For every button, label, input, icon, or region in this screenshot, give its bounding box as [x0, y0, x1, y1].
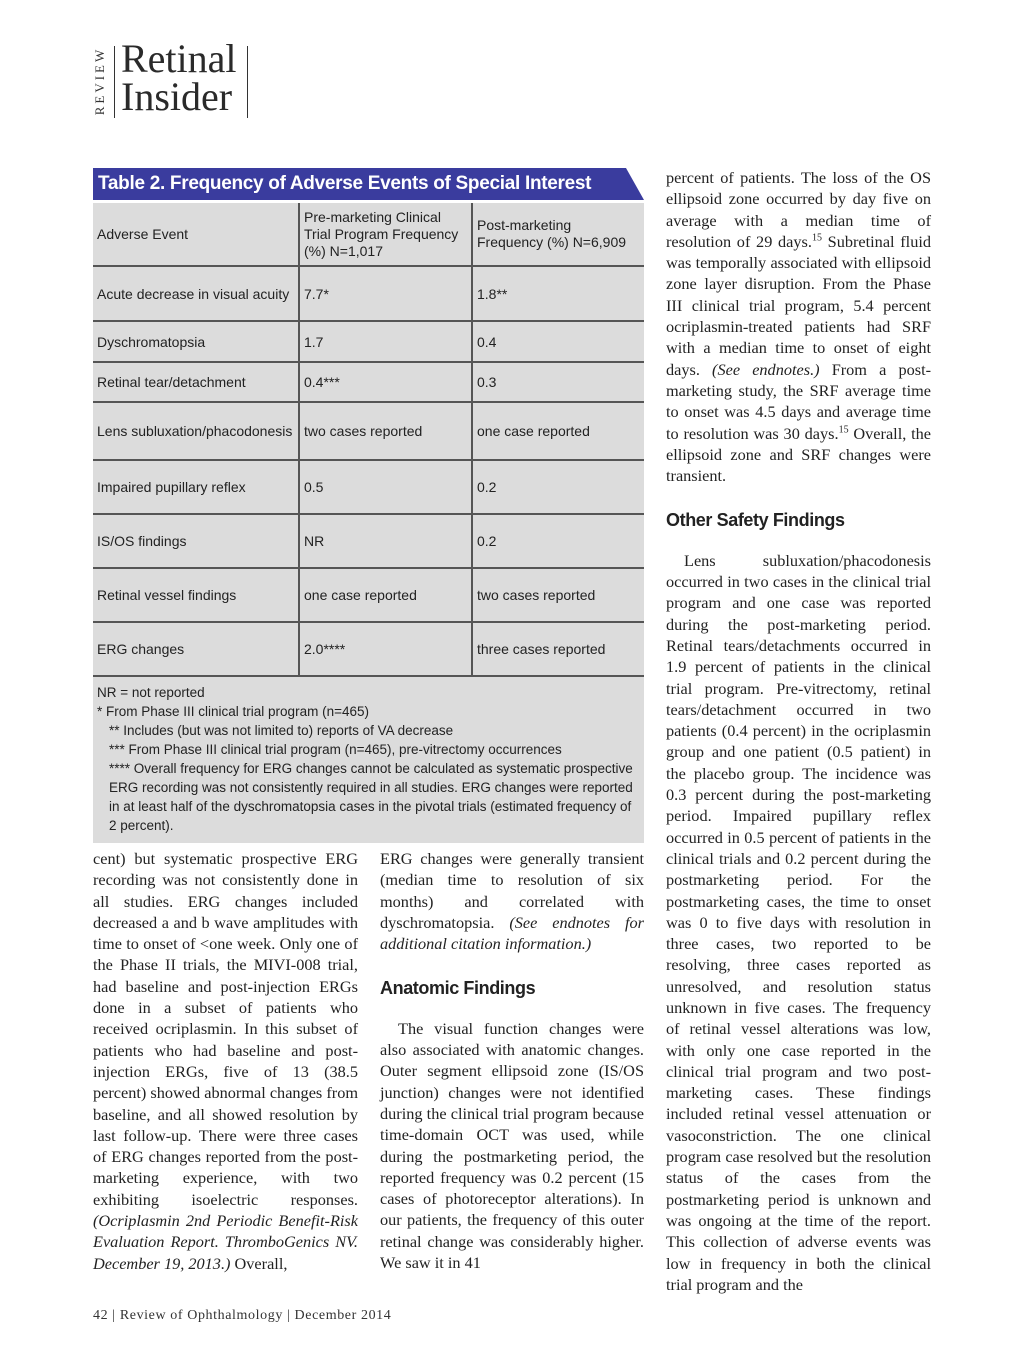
table-cell: two cases reported — [477, 587, 596, 603]
page-footer: 42 | Review of Ophthalmology | December 2014 — [93, 1308, 392, 1323]
table-header-cell: Post-marketing Frequency (%) N=6,909 — [477, 217, 627, 250]
adverse-events-table — [93, 168, 644, 843]
table-cell: 7.7* — [300, 267, 473, 320]
table-cell: one case reported — [300, 569, 473, 621]
table-cell: ERG changes — [93, 623, 300, 675]
table-cell: IS/OS findings — [93, 515, 300, 567]
journal-name: Review of Ophthalmology — [119, 1308, 283, 1323]
footnote: ** Includes (but was not limited to) reports of VA decrease — [109, 723, 454, 738]
body-column-3 — [666, 167, 931, 1295]
table-cell: one case reported — [477, 423, 590, 439]
citation: (See endnotes.) — [712, 359, 820, 379]
table-cell: Lens subluxation/phacodonesis — [93, 403, 300, 459]
masthead-divider — [247, 46, 248, 118]
table-footnotes — [93, 677, 644, 843]
table-row — [93, 267, 644, 322]
table-row — [93, 322, 644, 363]
table-cell: 0.4 — [477, 333, 497, 350]
table-header-cell: Pre-marketing Clinical Trial Program Frequency (%) N=1,017 — [300, 203, 473, 265]
section-heading: Other Safety Findings — [666, 510, 845, 531]
table-body — [93, 203, 644, 843]
paragraph: percent of patients. The loss of the OS ellipsoid zone occurred by day five on average with a median time of resolution of 29 days.$^{15}$ Subretinal fluid was temporally associated with ellipsoid zone layer disruption. From the Phase III clinical trial program, 5.4 percent ocriplasmin-treated patients had SRF with a median time to onset of eight days. (See endnotes.) From a post-marketing study, the SRF average time to onset was 4.5 days and average time to resolution was 30 days.$^{15}$ Overall, the ellipsoid zone and SRF changes were transient. — [666, 168, 932, 486]
page-number: 42 — [93, 1308, 109, 1323]
table-row — [93, 515, 644, 569]
table-cell: Impaired pupillary reflex — [93, 461, 300, 513]
footnote: **** Overall frequency for ERG changes cannot be calculated as systematic prospective ERG recording was not consistently required in all studies. ERG changes were reported in at least half of the dyschromatopsia cases in the pivotal trials (estimated frequency of 2 percent). — [109, 761, 633, 833]
table-cell: Dyschromatopsia — [93, 322, 300, 361]
paragraph: cent) but systematic prospective ERG recording was not consistently done in all studies. ERG changes included decreased a and b wave amplitudes with time to onset of <one week. Only one of the Phase II trials, the MIVI-008 trial, had baseline and post-injection ERGs done in a subset of patients who received ocriplasmin. In this subset of patients who had baseline and post-injection ERGs, five of 13 (38.5 percent) showed abnormal changes from baseline, and all showed resolution by last follow-up. There were three cases of ERG changes reported from the post-marketing experience, with two exhibiting isoelectric responses. (Ocriplasmin 2nd Periodic Benefit-Risk Evaluation Report. ThromboGenics NV. December 19, 2013.) Overall, — [93, 849, 358, 1273]
section-heading: Anatomic Findings — [380, 978, 536, 999]
table-cell: Retinal tear/detachment — [93, 363, 300, 401]
footnote: NR = not reported — [97, 685, 205, 700]
table-title: Table 2. Frequency of Adverse Events of Special Interest — [93, 168, 644, 200]
masthead-title: Retinal Insider — [121, 36, 237, 119]
table-cell: three cases reported — [477, 641, 606, 657]
table-row — [93, 363, 644, 403]
footnote: * From Phase III clinical trial program (n=465) — [97, 704, 369, 719]
citation: (Ocriplasmin 2nd Periodic Benefit-Risk Evaluation Report. ThromboGenics NV. December 19, 2013.) — [93, 1211, 358, 1273]
table-row — [93, 403, 644, 461]
table-header-cell: Adverse Event — [93, 203, 300, 265]
issue-date: December 2014 — [294, 1308, 392, 1323]
paragraph: Lens subluxation/phacodonesis occurred in two cases in the clinical trial program and one case was reported during the post-marketing period. Retinal tears/detachments occurred in 1.9 percent of patients in the clinical trial program. Pre-vitrectomy, retinal tears/detachment occurred in two patients (0.4 percent) in the ocriplasmin group and one patient (0.5 patient) in the placebo group. The incidence was 0.3 percent during the post-marketing period. Impaired pupillary reflex occurred in 0.5 percent of patients in the clinical trials and 0.2 percent during the postmarketing period. For the postmarketing cases, the time to onset was 0 to five days with resolution in three cases, two reported to be resolving, three cases reported as unresolved, and resolution status unknown in five cases. The frequency of retinal vessel alterations was low, with only one case reported in the clinical trial program and two post-marketing cases. These findings included retinal vessel attenuation or vasoconstriction. The one clinical program case resolved but the resolution status of the cases from the postmarketing period is unknown and was ongoing at the time of the report. This collection of adverse events was low in frequency in both the clinical trial program and the — [666, 550, 931, 1294]
table-cell: 1.8** — [477, 285, 508, 302]
table-cell: 1.7 — [300, 322, 473, 361]
table-cell: 0.2 — [477, 479, 497, 495]
paragraph: ERG changes were generally transient (median time to resolution of six months) and correlated with dyschromatopsia. (See endnotes for additional citation information.) — [380, 849, 645, 954]
table-row — [93, 623, 644, 677]
table-cell: 0.2 — [477, 533, 497, 549]
body-column-2 — [380, 848, 644, 1273]
table-row — [93, 461, 644, 515]
table-cell: Retinal vessel findings — [93, 569, 300, 621]
table-header-row — [93, 203, 644, 267]
masthead-divider — [114, 46, 115, 118]
table-cell: 2.0**** — [300, 623, 473, 675]
table-cell: 0.4*** — [300, 363, 473, 401]
table-cell: two cases reported — [300, 403, 473, 459]
footnote: *** From Phase III clinical trial program (n=465), pre-vitrectomy occurrences — [109, 742, 562, 757]
table-cell: Acute decrease in visual acuity — [93, 267, 300, 320]
table-cell: 0.3 — [477, 374, 497, 390]
body-column-1 — [93, 848, 358, 1274]
section-label: REVIEW — [92, 46, 107, 116]
paragraph: The visual function changes were also associated with anatomic changes. Outer segment ellipsoid zone (IS/OS junction) changes were not identified during the clinical trial program because time-domain OCT was used, while during the postmarketing period, the reported frequency was 0.2 percent (15 cases of photoreceptor alterations). In our patients, the frequency of this outer retinal change was considerably higher. We saw it in 41 — [380, 1018, 644, 1273]
table-row — [93, 569, 644, 623]
table-cell: NR — [300, 515, 473, 567]
citation: (See endnotes for additional citation information.) — [380, 912, 645, 954]
table-cell: 0.5 — [300, 461, 473, 513]
